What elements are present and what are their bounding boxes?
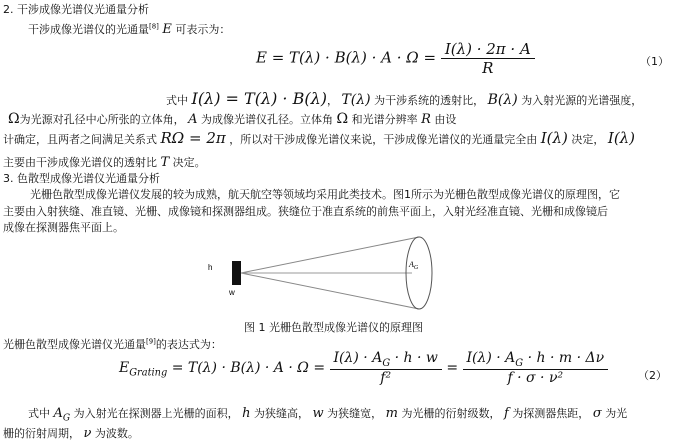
eq2-equals: = bbox=[446, 359, 459, 376]
sec4-intro-tail: 的表达式为： bbox=[155, 338, 222, 351]
sec3-para-line-3: 成像在探测器焦平面上。 bbox=[3, 221, 124, 234]
eq1-denominator: R bbox=[441, 58, 535, 77]
inline-f: f bbox=[504, 406, 509, 421]
equation-1 bbox=[256, 40, 535, 77]
ray-bottom bbox=[241, 273, 419, 309]
inline-AG bbox=[53, 406, 71, 424]
inline-omega: Ω bbox=[8, 111, 20, 127]
eq2-E: E bbox=[119, 359, 130, 376]
s4p1-text-5: 为探测器焦距， bbox=[512, 407, 590, 420]
eq2-num2-rest: · h · m · Δν bbox=[527, 350, 605, 366]
inline-eq-ROmega: RΩ = 2π bbox=[160, 129, 226, 147]
p1-text-1: 为干涉系统的透射比， bbox=[374, 94, 485, 107]
eq2-E-sub: Grating bbox=[129, 367, 168, 379]
eq1-lhs: E = T(λ) · B(λ) · A · Ω = bbox=[256, 48, 437, 67]
reference-9: [9] bbox=[146, 337, 156, 346]
inline-nu: ν bbox=[83, 426, 92, 441]
eq1-numerator: I(λ) · 2π · A bbox=[444, 40, 531, 58]
inline-m: m bbox=[385, 406, 398, 421]
equation-2 bbox=[119, 350, 608, 386]
sec2-para-line-3 bbox=[3, 129, 635, 147]
inline-w: w bbox=[312, 406, 324, 421]
sec4-intro-text: 光栅色散型成像光谱仪光通量 bbox=[3, 338, 146, 351]
sec3-para-line-1: 光栅色散型成像光谱仪发展的较为成熟，航天航空等领域均采用此类技术。图1所示为光栅色散型成像光谱仪的原理图，它 bbox=[30, 188, 620, 201]
slit-block bbox=[232, 261, 241, 285]
section-3-heading: 3. 色散型成像光谱仪光通量分析 bbox=[3, 172, 160, 185]
p4-text-2: 决定。 bbox=[172, 156, 206, 169]
s4p1-text-2: 为狭缝高， bbox=[254, 407, 310, 420]
eq2-num2-main: I(λ) · A bbox=[466, 350, 516, 366]
sec2-intro bbox=[28, 21, 230, 37]
ray-top bbox=[241, 237, 419, 273]
label-ag-sub: G bbox=[413, 265, 419, 271]
eq2-den2: f · σ · ν² bbox=[463, 369, 609, 386]
p2-text-3: 和光谱分辨率 bbox=[351, 113, 418, 126]
p2-text-4: 由设 bbox=[434, 113, 457, 126]
sec2-intro-tail: 可表示为： bbox=[175, 23, 231, 36]
inline-T: T(λ) bbox=[341, 92, 371, 108]
p1-text-2: 为入射光源的光谱强度， bbox=[521, 94, 643, 107]
sec4-para-line-2 bbox=[3, 425, 139, 441]
inline-omega-2: Ω bbox=[336, 111, 349, 127]
var-E: E bbox=[162, 22, 172, 37]
s4p2-text-1: 栅的衍射周期， bbox=[3, 427, 80, 440]
p4-text-1: 主要由干涉成像光谱仪的透射比 bbox=[3, 156, 157, 169]
sec2-para-line-4 bbox=[3, 154, 206, 170]
inline-eq-I: I(λ) = T(λ) · B(λ) bbox=[191, 89, 327, 108]
inline-sigma: σ bbox=[592, 406, 602, 421]
p3-text-3: 决定， bbox=[571, 133, 605, 146]
inline-AG-main: A bbox=[53, 406, 63, 421]
label-ag bbox=[408, 260, 419, 271]
spectrometer-figure bbox=[195, 232, 445, 318]
sec4-para-line-1 bbox=[28, 405, 627, 424]
sec3-para-line-2: 主要由入射狭缝、准直镜、光栅、成像镜和探测器组成。狭缝位于准直系统的前焦平面上，入射光经准直镜、光栅和成像镜后 bbox=[3, 205, 608, 218]
p3-text-2: ，所以对干涉成像光谱仪来说，干涉成像光谱仪的光通量完全由 bbox=[229, 133, 538, 146]
eq2-num2 bbox=[463, 350, 609, 369]
eq2-lhs-rest: = T(λ) · B(λ) · A · Ω = bbox=[171, 359, 326, 376]
s4p1-text-6: 为光 bbox=[605, 407, 628, 420]
sec2-para-line-1 bbox=[166, 89, 642, 108]
inline-AG-sub: G bbox=[62, 413, 71, 424]
reference-8: [8] bbox=[149, 22, 159, 31]
inline-I-2: I(λ) bbox=[607, 129, 636, 147]
inline-B: B(λ) bbox=[487, 92, 518, 108]
eq2-fraction-1 bbox=[330, 350, 442, 386]
eq2-num1 bbox=[330, 350, 442, 369]
eq2-den1: f² bbox=[330, 369, 442, 386]
figure-caption: 图 1 光栅色散型成像光谱仪的原理图 bbox=[244, 321, 423, 334]
eq2-num1-main: I(λ) · A bbox=[333, 350, 383, 366]
p1-prefix: 式中 bbox=[166, 94, 188, 107]
inline-I: I(λ) bbox=[540, 129, 568, 147]
eq2-num2-sub: G bbox=[515, 357, 524, 369]
p2-text-2: 为成像光谱仪孔径。立体角 bbox=[201, 113, 333, 126]
label-w: w bbox=[229, 288, 235, 297]
s4p1-text-4: 为光栅的衍射级数， bbox=[401, 407, 501, 420]
inline-R: R bbox=[421, 112, 431, 127]
p2-text-1: 为光源对孔径中心所张的立体角， bbox=[19, 113, 185, 126]
equation-2-number: （2） bbox=[638, 369, 667, 382]
s4p1-prefix: 式中 bbox=[28, 407, 50, 420]
label-h: h bbox=[208, 263, 213, 272]
p3-text-1: 计确定，且两者之间满足关系式 bbox=[3, 133, 157, 146]
eq2-num1-rest: · h · w bbox=[394, 350, 438, 366]
s4p1-text-3: 为狭缝宽， bbox=[327, 407, 383, 420]
s4p1-text-1: 为入射光在探测器上光栅的面积， bbox=[73, 407, 239, 420]
label-ag-main: A bbox=[409, 260, 414, 269]
sec2-para-line-2 bbox=[8, 111, 456, 127]
sec2-intro-text: 干涉成像光谱仪的光通量 bbox=[28, 23, 149, 36]
eq2-num1-sub: G bbox=[382, 357, 391, 369]
eq1-fraction bbox=[441, 40, 535, 77]
inline-A: A bbox=[188, 112, 198, 127]
inline-T-2: T bbox=[160, 155, 170, 170]
s4p2-text-2: 为波数。 bbox=[94, 427, 139, 440]
inline-h: h bbox=[242, 406, 251, 421]
section-2-heading: 2. 干涉成像光谱仪光通量分析 bbox=[3, 3, 149, 16]
equation-1-number: （1） bbox=[640, 55, 669, 68]
p1-comma: ， bbox=[326, 94, 338, 107]
eq2-fraction-2 bbox=[463, 350, 609, 386]
